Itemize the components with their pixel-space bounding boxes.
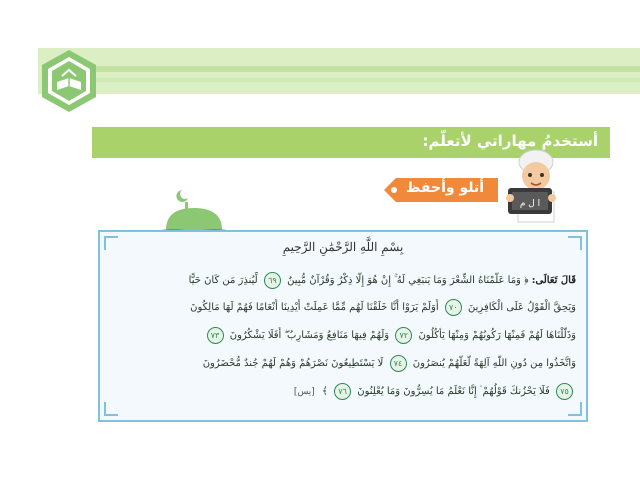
recite-memorize-tag: [382, 176, 498, 204]
frame-corner: [104, 402, 118, 416]
verse-intro: قَالَ تَعَالَى:: [531, 275, 576, 286]
verse-line: [112, 299, 576, 316]
verse-text: وَذَلَّلْنَاهَا لَهُمْ فَمِنْهَا رَكُوبُهُمْ وَمِنْهَا يَأْكُلُونَ: [418, 330, 576, 341]
verse-text: وَيَحِقَّ الْقَوْلُ عَلَى الْكَافِرِينَ: [468, 302, 576, 313]
verse-close: ﴾: [322, 386, 328, 397]
verse-text: لِّيُنذِرَ مَن كَانَ حَيًّا: [188, 275, 258, 286]
basmala: بِسْمِ اللَّهِ الرَّحْمَٰنِ الرَّحِيمِ: [282, 240, 404, 254]
header-stripe: [80, 66, 640, 72]
boy-reading-illustration: [496, 148, 576, 228]
quran-passage-frame: [98, 230, 588, 422]
ayah-number-marker: ٧٠: [445, 299, 462, 316]
verse-text: لَا يَسْتَطِيعُونَ نَصْرَهُمْ وَهُمْ لَهُمْ جُندٌ مُّحْضَرُونَ: [202, 358, 384, 369]
verse-text: أَوَلَمْ يَرَوْا أَنَّا خَلَقْنَا لَهُم مِّمَّا عَمِلَتْ أَيْدِينَا أَنْعَامًا فَهُمْ لَهَا مَالِكُونَ: [190, 302, 439, 313]
recite-memorize-label: أتلو وأحفظ: [405, 180, 484, 196]
verse-line: [112, 383, 576, 400]
ayah-number-marker: ٧٥: [556, 383, 573, 400]
ayah-number-marker: ٧٤: [390, 355, 407, 372]
ayah-number-marker: ٧٣: [207, 327, 224, 344]
skill-heading: أستخدمُ مهاراتي لأتعلّم:: [422, 132, 598, 150]
ayah-number-marker: ٧٢: [395, 327, 412, 344]
ayah-number-marker: ٦٩: [264, 272, 281, 289]
frame-corner: [568, 402, 582, 416]
verse-text: فَلَا يَحْزُنكَ قَوْلُهُمْ ۘ إِنَّا نَعْلَمُ مَا يُسِرُّونَ وَمَا يُعْلِنُونَ: [357, 386, 550, 397]
book-badge-icon: [38, 48, 100, 114]
header-band: [38, 48, 640, 94]
svg-text:ا ل م: ا ل م: [519, 199, 541, 209]
verse-line: [112, 327, 576, 344]
verse-line: [112, 355, 576, 372]
verse-text: وَاتَّخَذُوا مِن دُونِ اللَّهِ آلِهَةً لَّعَلَّهُمْ يُنصَرُونَ: [412, 358, 576, 369]
header-stripe-2: [80, 78, 640, 82]
verse-line: [112, 272, 576, 289]
verse-text: ﴿ وَمَا عَلَّمْنَاهُ الشِّعْرَ وَمَا يَنبَغِي لَهُ ۚ إِنْ هُوَ إِلَّا ذِكْرٌ وَقُرْآنٌ مُّبِينٌ: [287, 275, 529, 286]
verse-text: وَلَهُمْ فِيهَا مَنَافِعُ وَمَشَارِبُ ۖ أَفَلَا يَشْكُرُونَ: [229, 330, 390, 341]
sura-reference: [يس]: [293, 387, 315, 397]
ayah-number-marker: ٧٦: [334, 383, 351, 400]
